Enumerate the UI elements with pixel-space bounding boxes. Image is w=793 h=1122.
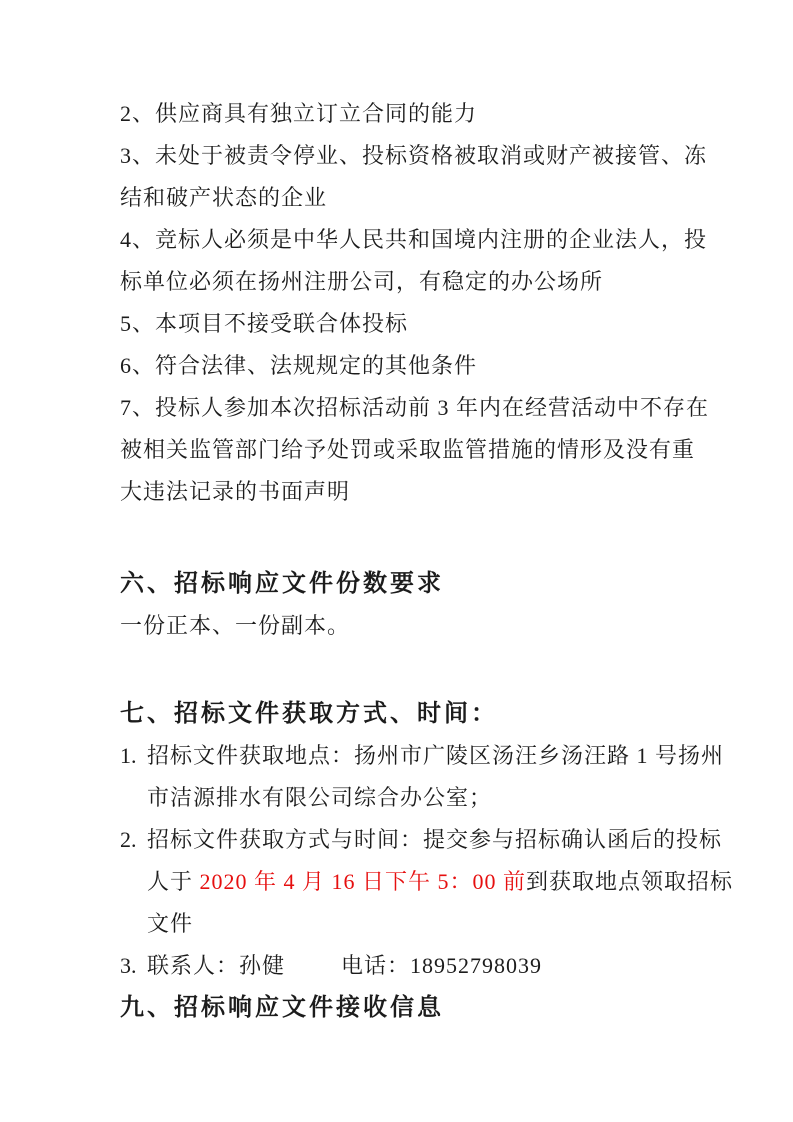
qualification-item-7-line-2: 被相关监管部门给予处罚或采取监管措施的情形及没有重 [120,437,696,462]
acquisition-time-item [120,819,734,945]
qualification-item-5: 5、本项目不接受联合体投标 [120,311,409,336]
item-number: 3. [120,953,137,978]
copies-requirement-text: 一份正本、一份副本。 [120,613,351,638]
deadline-prefix: 人于 [147,869,200,894]
contact-line [120,945,673,987]
qualification-item-3-line-2: 结和破产状态的企业 [120,185,328,210]
section-nine-heading: 九、招标响应文件接收信息 [120,995,444,1021]
document-content [120,93,734,1029]
acquisition-time-text: 招标文件获取方式与时间：提交参与招标确认函后的投标 [147,827,723,852]
tab-spacer [285,972,341,973]
item-number: 1. [120,743,137,768]
deadline-suffix: 到获取地点领取招标 [526,869,734,894]
qualification-item-4-line-2: 标单位必须在扬州注册公司，有稳定的办公场所 [120,269,604,294]
qualification-item-2: 2、供应商具有独立订立合同的能力 [120,101,478,126]
contact-phone: 电话：18952798039 [341,953,543,978]
contact-item [120,945,673,987]
acquisition-time-line-1 [120,819,723,861]
qualification-item-7-line-1: 7、投标人参加本次招标活动前 3 年内在经营活动中不存在 [120,395,710,420]
acquisition-time-line-2 [147,861,734,903]
contact-person: 联系人：孙健 [147,953,286,978]
qualification-item-7-line-3: 大违法记录的书面声明 [120,479,351,504]
acquisition-location-text: 招标文件获取地点：扬州市广陵区汤汪乡汤汪路 1 号扬州 [147,743,725,768]
acquisition-location-line-1 [120,735,725,777]
acquisition-location-line-2: 市洁源排水有限公司综合办公室； [147,785,493,810]
qualification-item-3-line-1: 3、未处于被责令停业、投标资格被取消或财产被接管、冻 [120,143,708,168]
qualification-item-6: 6、符合法律、法规规定的其他条件 [120,353,478,378]
acquisition-time-line-3: 文件 [147,911,194,936]
acquisition-location-item [120,735,725,819]
qualification-list [120,93,710,513]
deadline-highlight: 2020 年 4 月 16 日下午 5：00 前 [199,869,527,894]
qualification-item-4-line-1: 4、竞标人必须是中华人民共和国境内注册的企业法人，投 [120,227,708,252]
section-seven-heading: 七、招标文件获取方式、时间： [120,701,498,727]
item-number: 2. [120,827,137,852]
section-six-heading: 六、招标响应文件份数要求 [120,571,444,597]
